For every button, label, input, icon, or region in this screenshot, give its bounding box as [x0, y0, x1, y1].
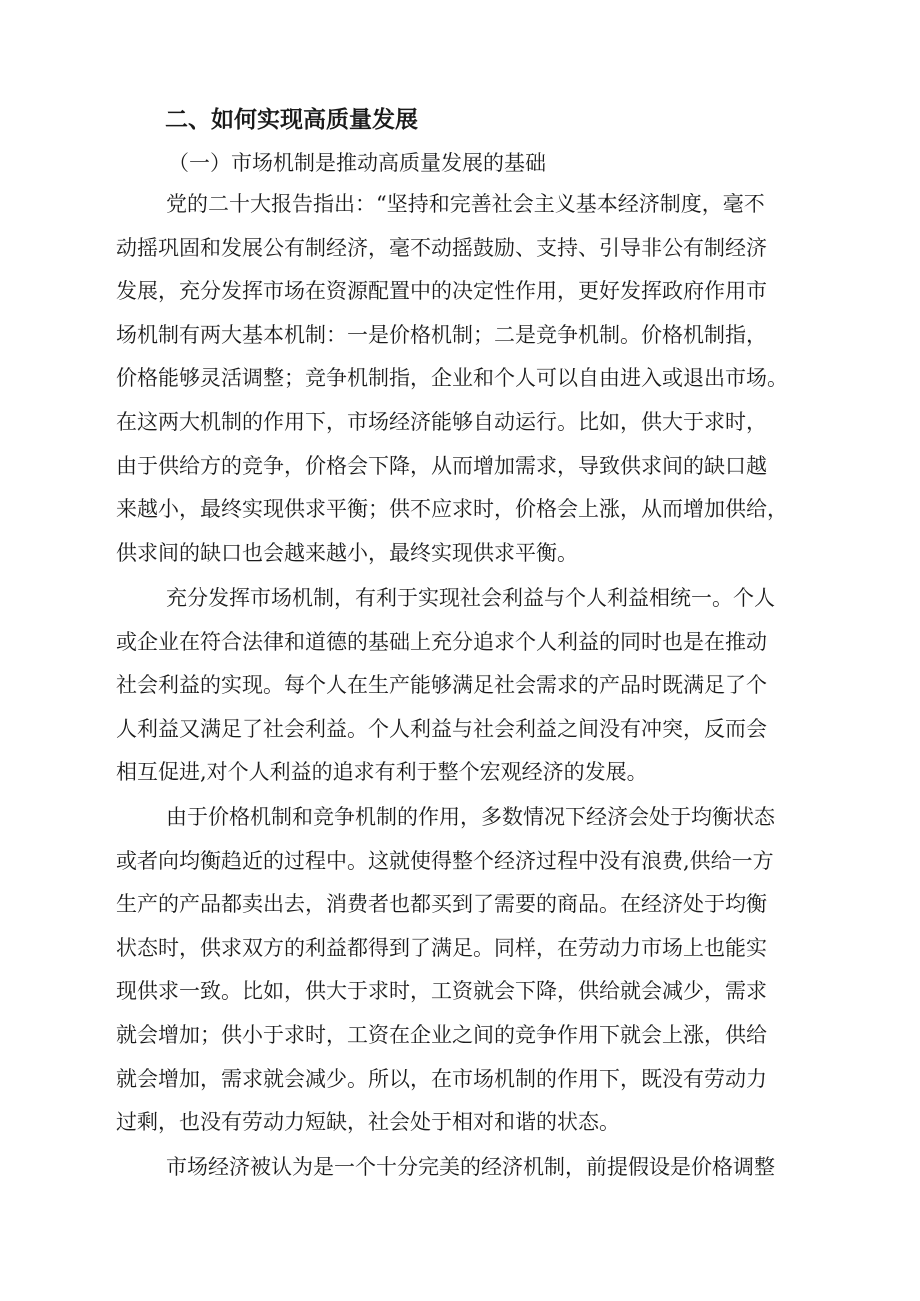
paragraph-line: 社会利益的实现。每个人在生产能够满足社会需求的产品时既满足了个	[116, 673, 767, 698]
paragraph-line: 就会增加，需求就会减少。所以，在市场机制的作用下，既没有劳动力	[116, 1066, 767, 1091]
paragraph-line: 由于价格机制和竞争机制的作用，多数情况下经济会处于均衡状态	[166, 805, 775, 829]
paragraph-line: 党的二十大报告指出：“坚持和完善社会主义基本经济制度，毫不	[166, 192, 765, 216]
paragraph-line: 过剩，也没有劳动力短缺，社会处于相对和谐的状态。	[116, 1110, 620, 1135]
paragraph-line: 发展，充分发挥市场在资源配置中的决定性作用，更好发挥政府作用市	[116, 279, 767, 304]
paragraph-line: 或企业在符合法律和道德的基础上充分追求个人利益的同时也是在推动	[116, 629, 767, 654]
paragraph-line: 价格能够灵活调整；竞争机制指，企业和个人可以自由进入或退出市场。	[116, 366, 788, 391]
paragraph-line: 相互促进,对个人利益的追求有利于整个宏观经济的发展。	[116, 760, 648, 785]
paragraph-line: 由于供给方的竞争，价格会下降，从而增加需求，导致供求间的缺口越	[116, 453, 767, 478]
paragraph-line: 市场经济被认为是一个十分完美的经济机制，前提假设是价格调整	[166, 1155, 775, 1179]
paragraph-line: 充分发挥市场机制，有利于实现社会利益与个人利益相统一。个人	[166, 586, 775, 610]
paragraph-line: 生产的产品都卖出去，消费者也都买到了需要的商品。在经济处于均衡	[116, 892, 767, 917]
paragraph-line: 或者向均衡趋近的过程中。这就使得整个经济过程中没有浪费,供给一方	[116, 848, 774, 873]
paragraph-line: 来越小，最终实现供求平衡；供不应求时，价格会上涨，从而增加供给，	[116, 497, 788, 522]
paragraph-3	[116, 796, 846, 1145]
paragraph-4	[116, 1146, 846, 1190]
paragraph-line: 供求间的缺口也会越来越小，最终实现供求平衡。	[116, 540, 578, 565]
paragraph-line: 动摇巩固和发展公有制经济，毫不动摇鼓励、支持、引导非公有制经济	[116, 235, 767, 260]
subsection-heading: （一）市场机制是推动高质量发展的基础	[168, 151, 546, 175]
paragraph-line: 人利益又满足了社会利益。个人利益与社会利益之间没有冲突，反而会	[116, 716, 767, 741]
paragraph-line: 现供求一致。比如，供大于求时，工资就会下降，供给就会减少，需求	[116, 979, 767, 1004]
paragraph-line: 场机制有两大基本机制：一是价格机制；二是竞争机制。价格机制指，	[116, 322, 767, 347]
paragraph-line: 状态时，供求双方的利益都得到了满足。同样，在劳动力市场上也能实	[116, 935, 767, 960]
paragraph-line: 就会增加；供小于求时，工资在企业之间的竞争作用下就会上涨，供给	[116, 1022, 767, 1047]
paragraph-1	[116, 183, 846, 575]
paragraph-2	[116, 577, 846, 795]
section-heading: 二、如何实现高质量发展	[165, 107, 418, 133]
paragraph-line: 在这两大机制的作用下，市场经济能够自动运行。比如，供大于求时，	[116, 409, 767, 434]
